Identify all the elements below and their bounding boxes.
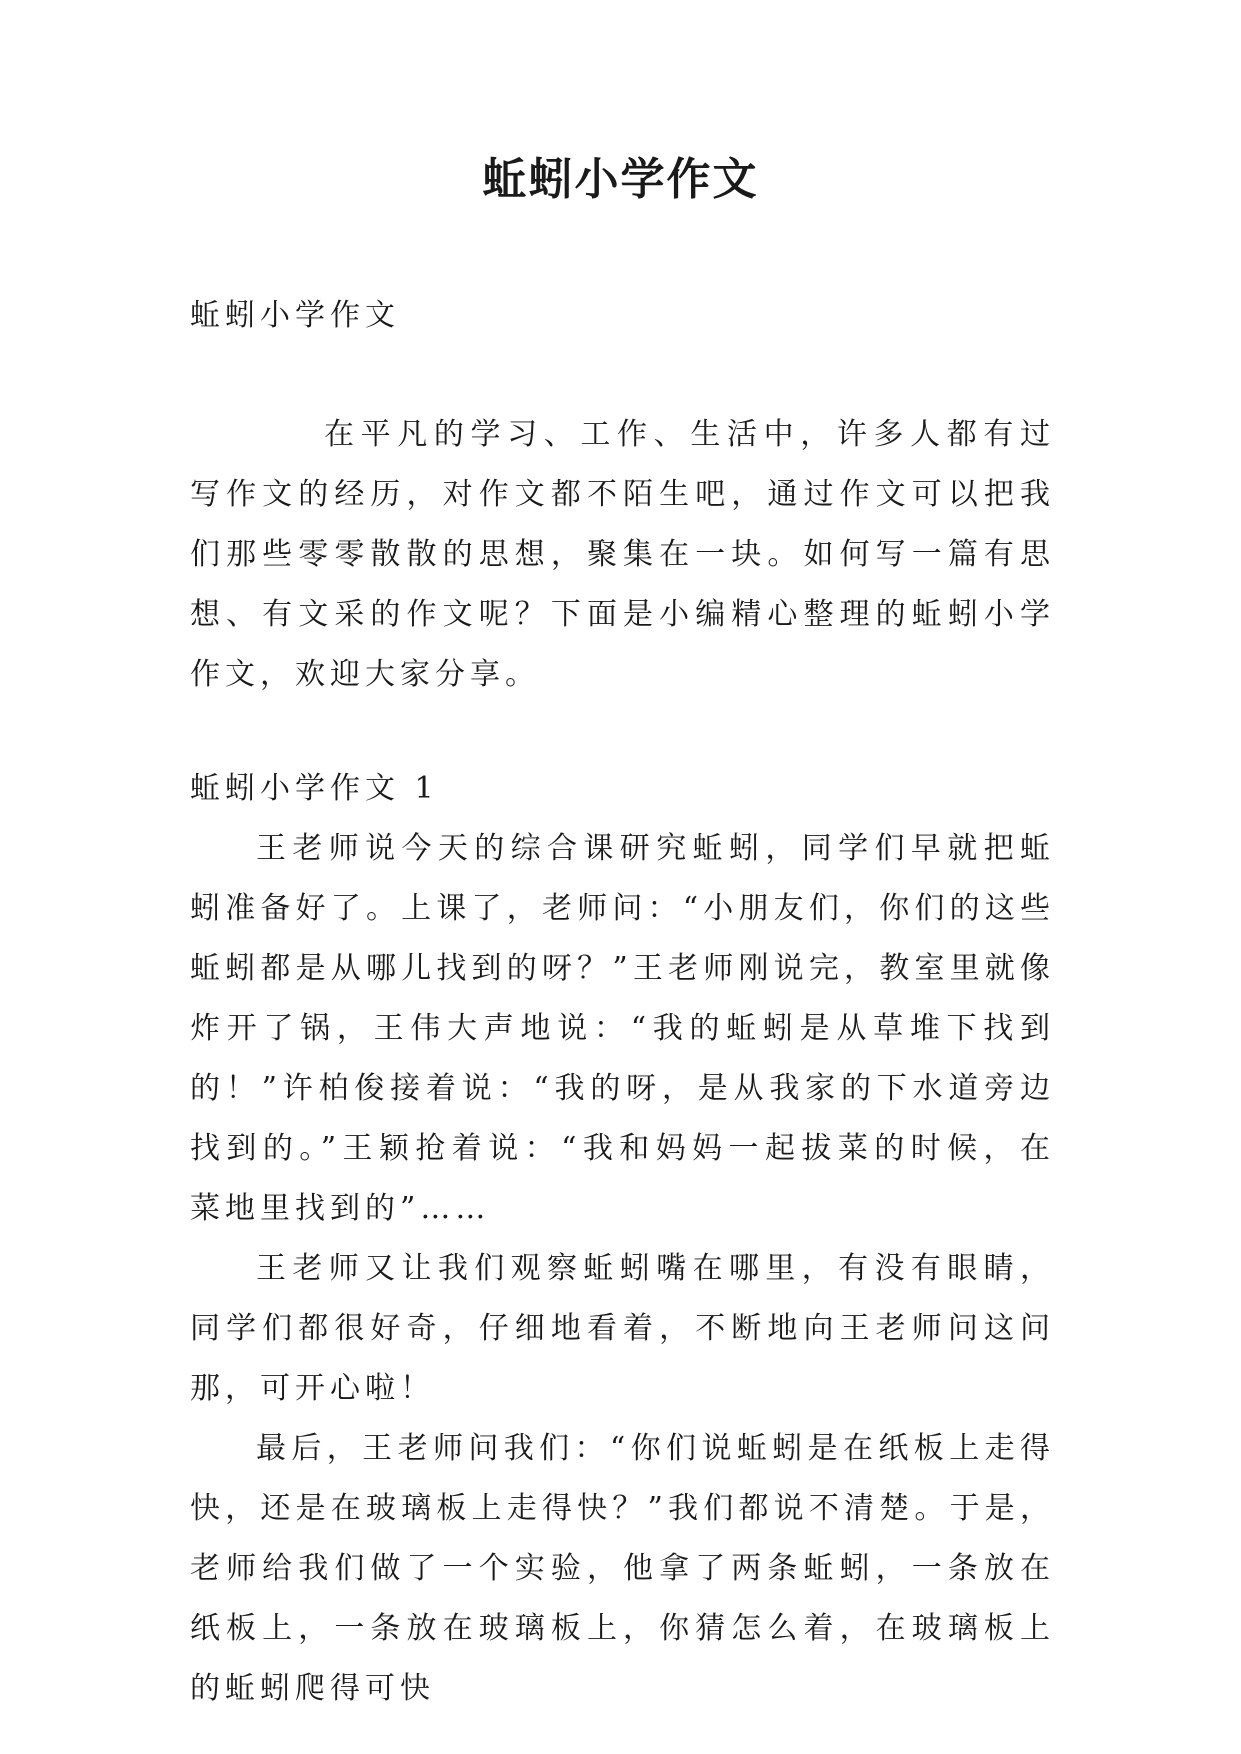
body-paragraph: 王老师又让我们观察蚯蚓嘴在哪里，有没有眼睛，同学们都很好奇，仔细地看着，不断地向王老师问这问那，可开心啦！ [190,1251,1055,1406]
document-subtitle: 蚯蚓小学作文 [190,298,400,333]
section-body [190,819,1055,1719]
intro-paragraph: 在平凡的学习、工作、生活中，许多人都有过写作文的经历，对作文都不陌生吧，通过作文可以把我们那些零零散散的思想，聚集在一块。如何写一篇有思想、有文采的作文呢？下面是小编精心整理的蚯蚓小学作文，欢迎大家分享。 [190,417,1055,692]
document-title: 蚯蚓小学作文 [482,154,759,205]
section-heading: 蚯蚓小学作文 1 [190,771,439,806]
body-paragraph: 最后，王老师问我们：“你们说蚯蚓是在纸板上走得快，还是在玻璃板上走得快？”我们都说不清楚。于是，老师给我们做了一个实验，他拿了两条蚯蚓，一条放在纸板上，一条放在玻璃板上，你猜怎么着，在玻璃板上的蚯蚓爬得可快 [190,1431,1055,1706]
body-paragraph: 王老师说今天的综合课研究蚯蚓，同学们早就把蚯蚓准备好了。上课了，老师问：“小朋友们，你们的这些蚯蚓都是从哪儿找到的呀？”王老师刚说完，教室里就像炸开了锅，王伟大声地说：“我的蚯蚓是从草堆下找到的！”许柏俊接着说：“我的呀，是从我家的下水道旁边找到的。”王颖抢着说：“我和妈妈一起拔菜的时候，在菜地里找到的”…… [190,831,1055,1226]
